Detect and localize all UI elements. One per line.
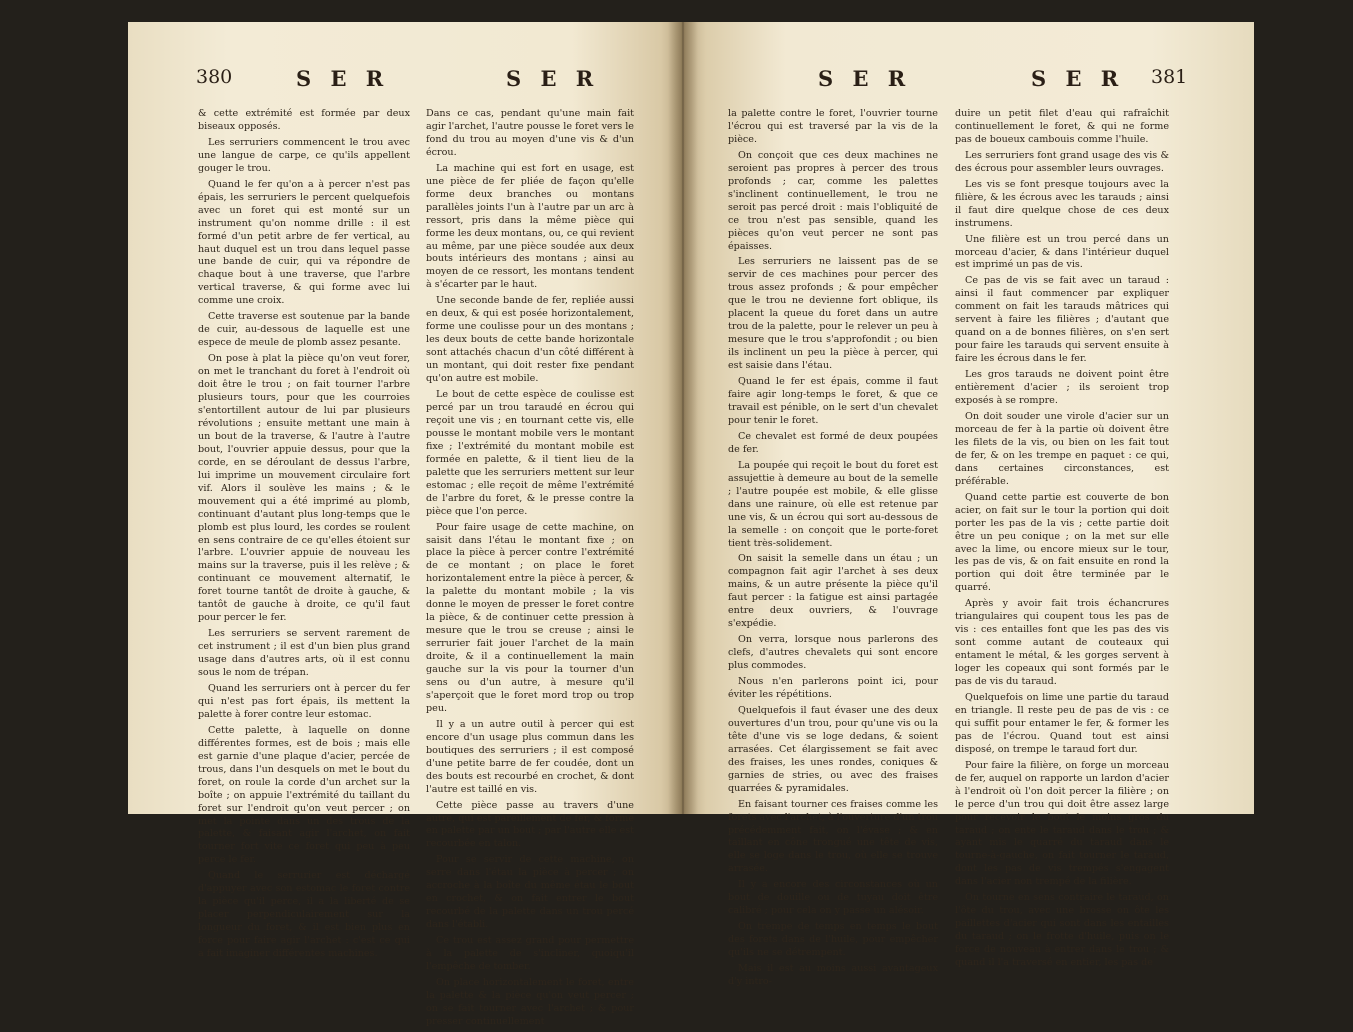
- running-head: S E R: [1031, 66, 1125, 91]
- text-column: [426, 108, 634, 1032]
- paragraph: On pose à plat la pièce qu'on veut forer, on met le tranchant du foret à l'endroit où doit être le trou ; on fait tourner l'arbre plusieurs tours, pour que les courroies s'entortillent autour de lui par plusieurs révolutions ; ensuite mettant une main à un bout de la traverse, & l'autre à l'autre bout, l'ouvrier appuie dessus, pour que la corde, en se déroulant de dessus l'arbre, lui imprime un mouvement circulaire fort vif. Alors il soulève les mains ; & le mouvement qui a été imprimé au plomb, continuant d'autant plus long-temps que le plomb est plus lourd, les cordes se roulent en sens contraire de ce qu'elles étoient sur l'arbre. L'ouvrier appuie de nouveau les mains sur la traverse, puis il les relève ; & continuant ce mouvement alternatif, le foret tourne tantôt de droite à gauche, & tantôt de gauche à droite, ce qu'il faut pour percer le fer.: [198, 353, 410, 624]
- paragraph: Quelquefois on lime une partie du taraud en triangle. Il reste peu de pas de vis : ce qui suffit pour entamer le fer, & former les pas de l'écrou. Quand tout est ainsi disposé, on trempe le taraud fort dur.: [955, 691, 1169, 755]
- paragraph: Quand le serrurier est déchargé d'appuyer avec son estomac le foret contre la pièce qu'il perce, il a la liberté de se placer perpendiculairement sur la longueur du foret, & il est bien plus en force pour faire agir l'archet : c'est ce qui a fait imaginer différentes machines.: [198, 870, 410, 960]
- book-gutter: [668, 22, 698, 814]
- paragraph: On verra, lorsque nous parlerons des clefs, d'autres chevalets qui sont encore plus commodes.: [728, 634, 938, 672]
- running-head: S E R: [296, 66, 390, 91]
- running-head: S E R: [506, 66, 600, 91]
- paragraph: Les serruriers font grand usage des vis & des écrous pour assembler leurs ouvrages.: [955, 149, 1169, 174]
- paragraph: Pour faire la filière, on forge un morceau de fer, auquel on rapporte un lardon d'acier à l'endroit où l'on doit percer la filière ; on le perce d'un trou qui doit être assez large pour recevoir le bout le moins gros du taraud ; on ente le taraud dans le trou ; & ayant mis le quarré du taraud dans le tourne-à-gauche, on fait tourner le taraud, dont les pas de vis trempés s'engagent dans l'acier non trempé de la filière.: [955, 759, 1169, 888]
- open-book: [128, 22, 1254, 1027]
- paragraph: Quelquefois il faut évaser une des deux ouvertures d'un trou, pour qu'une vis ou la tête d'une vis se loge dedans, & soient arrasées. Cet élargissement se fait avec des fraises, les unes rondes, coniques & garnies de stries, ou avec des fraises quarrées & pyramidales.: [728, 704, 938, 794]
- paragraph: Il y a un autre outil à percer qui est encore d'un usage plus commun dans les boutiques des serruriers ; il est composé d'une petite barre de fer coudée, dont un des bouts est recourbé en crochet, & dont l'autre est taillé en vis.: [426, 718, 634, 795]
- paragraph: Les serruriers commencent le trou avec une langue de carpe, ce qu'ils appellent gouger le trou.: [198, 136, 410, 174]
- paragraph: Nous n'en parlerons point ici, pour éviter les répétitions.: [728, 676, 938, 700]
- paragraph: On doit souder une virole d'acier sur un morceau de fer à la partie où doivent être les filets de la vis, ou bien on les fait tout de fer, & on les trempe en paquet : ce qui, dans certaines circonstances, est préférable.: [955, 410, 1169, 487]
- paragraph: Mais il est au moins aussi avantageux d'y intro-: [728, 963, 938, 987]
- paragraph: On conçoit que ces deux machines ne seroient pas propres à percer des trous profonds ; car, comme les palettes s'inclinent continuellement, le trou ne seroit pas percé droit : mais l'obliquité de ce trou n'est pas sensible, quand les pièces qu'on veut percer ne sont pas épaisses.: [728, 149, 938, 252]
- paragraph: Une seconde bande de fer, repliée aussi en deux, & qui est posée horizontalement, forme une coulisse pour un des montans ; les deux bouts de cette bande horizontale sont attachés chacun d'un côté différent à un montant, qui doit rester fixe pendant qu'on autre est mobile.: [426, 295, 634, 385]
- text-column: [198, 108, 410, 964]
- paragraph: Quand cette partie est couverte de bon acier, on fait sur le tour la portion qui doit porter les pas de la vis ; cette partie doit être un peu conique ; on la met sur elle avec la lime, ou encore mieux sur le tour, les pas de vis, & on fait ensuite en rond la portion qui doit être terminée par le quarré.: [955, 491, 1169, 594]
- paragraph: Le bout de cette espèce de coulisse est percé par un trou taraudé en écrou qui reçoit une vis ; en tournant cette vis, elle pousse le montant mobile vers le montant fixe ; l'extrémité du montant mobile est formée en palette, & il tient lieu de la palette que les serruriers mettent sur leur estomac ; elle reçoit de même l'extrémité de l'arbre du foret, & le presse contre la pièce que l'on perce.: [426, 389, 634, 517]
- right-page: [683, 22, 1254, 987]
- paragraph: On trempe de temps en temps le bout des forets dans de l'huile, pour empêcher qu'ils ne se détrempent.: [728, 921, 938, 959]
- text-column: [955, 108, 1169, 973]
- left-page: [128, 22, 683, 1027]
- text-column: [728, 108, 938, 992]
- paragraph: Quand le fer qu'on a à percer n'est pas épais, les serruriers le percent quelquefois avec un foret qui est monté sur un instrument qu'on nomme drille : il est formé d'un petit arbre de fer vertical, au haut duquel est un trou dans lequel passe une bande de cuir, qui va répondre de chaque bout à une traverse, que l'arbre vertical traverse, & qui forme avec lui comme une croix.: [198, 178, 410, 307]
- paragraph: Pour faire usage de cette machine, on saisit dans l'étau le montant fixe ; on place la pièce à percer contre l'extrémité de ce montant ; on place le foret horizontalement entre la pièce à percer, & la palette du montant mobile ; la vis donne le moyen de presser le foret contre la pièce, & de continuer cette pression à mesure que le trou se creuse ; ainsi le serrurier fait jouer l'archet de la main droite, & il a continuellement la main gauche sur la vis pour la tourner d'un sens ou d'un autre, à mesure qu'il s'aperçoit que le foret mord trop ou trop peu.: [426, 521, 634, 714]
- paragraph: duire un petit filet d'eau qui rafraîchit continuellement le foret, & qui ne forme pas de boueux cambouis comme l'huile.: [955, 108, 1169, 145]
- paragraph: Ce chevalet est formé de deux poupées de fer.: [728, 430, 938, 455]
- paragraph: Il y a encore des circonstances où un bout de douille ou de tuyau doit être calibré ; pour cela on y passe un alésoir.: [728, 879, 938, 917]
- paragraph: Cette palette, à laquelle on donne différentes formes, est de bois ; mais elle est garnie d'une plaque d'acier, percée de trous, dans l'un desquels on met le bout du foret, on roule la corde d'un archet sur la boîte ; on appuie l'extrémité du taillant du foret sur l'endroit qu'on veut percer ; on met la pointe dans un des trous de la palette, & faisant agir l'archet, on fait tourner fort vite ce foret qui peu à peu perce le fer.: [198, 724, 410, 866]
- paragraph: Les serruriers se servent rarement de cet instrument ; il est d'un bien plus grand usage dans d'autres arts, où il est connu sous le nom de trépan.: [198, 628, 410, 679]
- paragraph: Ce trou est assez grand pour permettre à la palette de s'incliner, quoiqu'il l'empêche de tomber.: [426, 935, 634, 972]
- paragraph: Les serruriers ne laissent pas de se servir de ces machines pour percer des trous assez profonds ; & pour empêcher que le trou ne devienne fort oblique, ils placent la queue du foret dans un autre trou de la palette, pour le relever un peu à mesure que le trou s'approfondit ; ou bien ils inclinent un peu la pièce à percer, qui est saisie dans l'étau.: [728, 256, 938, 372]
- running-head: S E R: [818, 66, 912, 91]
- paragraph: La machine qui est fort en usage, est une pièce de fer pliée de façon qu'elle forme deux branches ou montans parallèles joints l'un à l'autre par un arc à ressort, pris dans la même pièce qui forme les deux montans, ou, ce qui revient au même, par une pièce soudée aux deux bouts intérieurs des montans ; ainsi au moyen de ce ressort, les montans tendent à s'écarter par le haut.: [426, 162, 634, 291]
- paragraph: Les gros tarauds ne doivent point être entièrement d'acier ; ils seroient trop exposés à se rompre.: [955, 369, 1169, 407]
- paragraph: Après y avoir fait trois échancrures triangulaires qui coupent tous les pas de vis : ces entailles font que les pas des vis sont comme autant de couteaux qui entament le métal, & les gorges servent à loger les copeaux qui sont formés par le pas de vis du taraud.: [955, 598, 1169, 688]
- paragraph: En faisant tourner ces fraises comme les forets avec l'archet, à l'ouverture d'un trou précédemment fait, on l'évase ; & en taillant en cône trongué une tête de vis, elle se loge dans le trou, où elle se trouve arrasée.: [728, 798, 938, 875]
- paragraph: On tourne en sens contraire le taraud, on l'ôte du trou, avec une brosse on ôte les paillettes d'acier qui sont dans les entailles du taraud ; on le frotte d'huile, puis on le force de nouveau à entrer dans le trou ; & quand il l'a traversé en entier, les pas de: [955, 892, 1169, 969]
- paragraph: On place horizontalement le foret, entre la palette & la pièce qu'on veut percer ; on se fait tourner avec l'archet ; & pour presser continuellement: [426, 976, 634, 1027]
- paragraph: Quand le fer est épais, comme il faut faire agir long-temps le foret, & que ce travail est pénible, on le sert d'un chevalet pour tenir le foret.: [728, 376, 938, 426]
- paragraph: On saisit la semelle dans un étau ; un compagnon fait agir l'archet à ses deux mains, & un autre présente la pièce qu'il faut percer : la fatigue est ainsi partagée entre deux ouvriers, & l'ouvrage s'expédie.: [728, 553, 938, 630]
- paragraph: & cette extrémité est formée par deux biseaux opposés.: [198, 108, 410, 132]
- paragraph: Cette pièce passe au travers d'une autre, qui est pareillement de fer, & forme en palette par un bout ; par l'autre elle est recourbée en talon.: [426, 799, 634, 850]
- paragraph: la palette contre le foret, l'ouvrier tourne l'écrou qui est traversé par la vis de la pièce.: [728, 108, 938, 145]
- page-number: 381: [1151, 66, 1188, 88]
- paragraph: Dans ce cas, pendant qu'une main fait agir l'archet, l'autre pousse le foret vers le fond du trou au moyen d'une vis & d'un écrou.: [426, 108, 634, 158]
- paragraph: Quand les serruriers ont à percer du fer qui n'est pas fort épais, ils mettent la palette à forer contre leur estomac.: [198, 682, 410, 720]
- paragraph: Ce pas de vis se fait avec un taraud : ainsi il faut commencer par expliquer comment on fait les tarauds mâtrices qui servent à faire les filières ; d'autant que quand on a de bonnes filières, on s'en sert pour faire les tarauds qui servent ensuite à faire les écrous dans le fer.: [955, 275, 1169, 365]
- paragraph: La poupée qui reçoit le bout du foret est assujettie à demeure au bout de la semelle ; l'autre poupée est mobile, & elle glisse dans une rainure, où elle est retenue par une vis, & un écrou qui sort au-dessous de la semelle : on conçoit que le porte-foret tient très-solidement.: [728, 459, 938, 549]
- page-number: 380: [196, 66, 233, 88]
- paragraph: Les vis se font presque toujours avec la filière, & les écrous avec les tarauds ; ainsi il faut dire quelque chose de ces deux instrumens.: [955, 178, 1169, 229]
- paragraph: Cette traverse est soutenue par la bande de cuir, au-dessous de laquelle est une espece de meule de plomb assez pesante.: [198, 311, 410, 349]
- paragraph: Pour se servir de cette machine, on serre dans l'étau la pièce à percer ; on accroche à la boîte du même étau le bout en crochet, & on fait entrer le bout recourbé de la palette dans un trou percé dans l'établi.: [426, 854, 634, 931]
- paragraph: Une filière est un trou percé dans un morceau d'acier, & dans l'intérieur duquel est imprimé un pas de vis.: [955, 233, 1169, 271]
